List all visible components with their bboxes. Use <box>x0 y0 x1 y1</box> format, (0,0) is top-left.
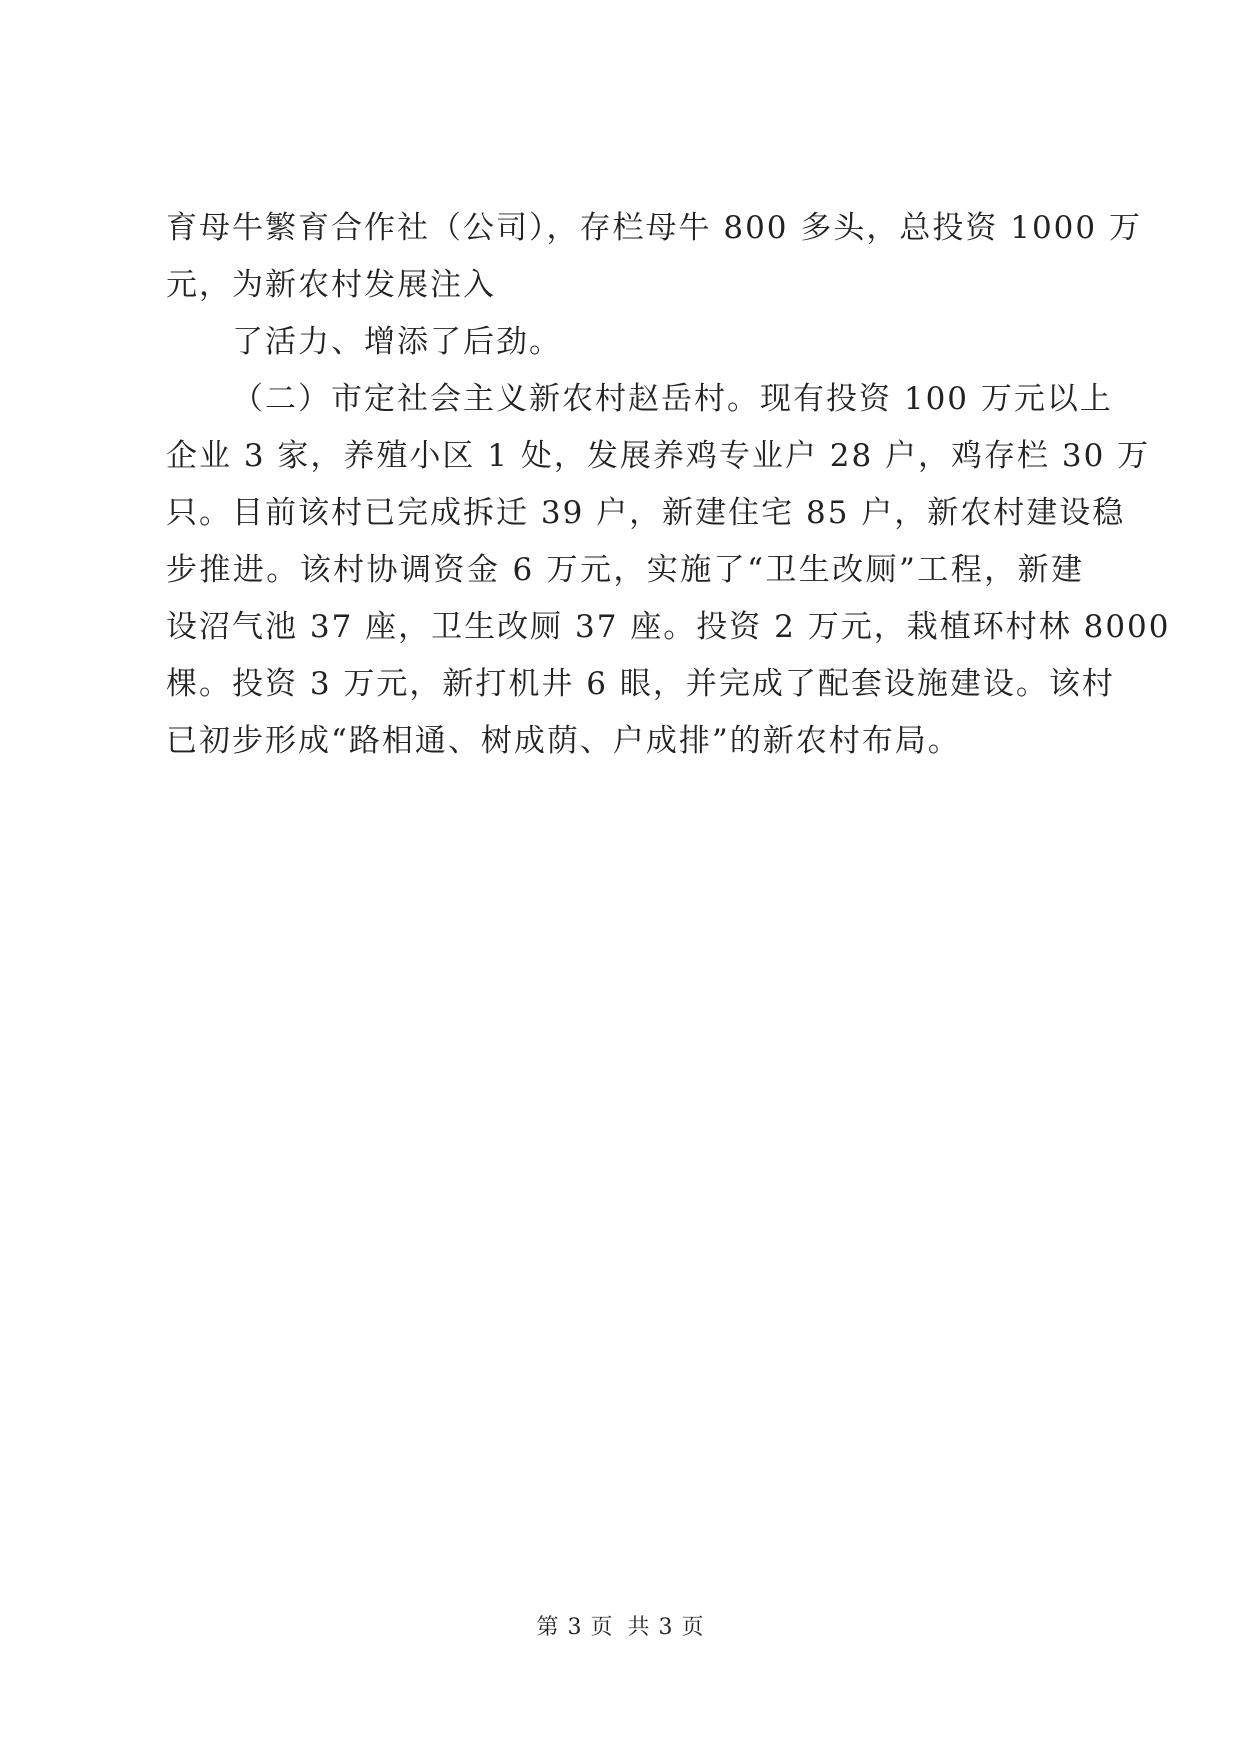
text-line: 育母牛繁育合作社（公司），存栏母牛 800 多头，总投资 1000 万 <box>166 210 1142 246</box>
text-line: 元，为新农村发展注入 <box>166 267 496 303</box>
page-number-current: 第 3 页 <box>536 1615 614 1640</box>
body-text <box>166 200 1171 770</box>
text-line: 设沼气池 37 座，卫生改厕 37 座。投资 2 万元，栽植环村林 8000 <box>166 609 1171 645</box>
text-line: 棵。投资 3 万元，新打机井 6 眼，并完成了配套设施建设。该村 <box>166 666 1115 702</box>
text-line: 企业 3 家，养殖小区 1 处，发展养鸡专业户 28 户，鸡存栏 30 万 <box>166 438 1151 474</box>
text-line: 了活力、增添了后劲。 <box>232 324 562 360</box>
page-number-total: 共 3 页 <box>627 1615 705 1640</box>
page-footer <box>0 1610 1241 1641</box>
text-line: 只。目前该村已完成拆迁 39 户，新建住宅 85 户，新农村建设稳 <box>166 495 1126 531</box>
text-line: （二）市定社会主义新农村赵岳村。现有投资 100 万元以上 <box>232 381 1113 417</box>
text-line: 已初步形成“路相通、树成荫、户成排”的新农村布局。 <box>166 723 961 759</box>
text-line: 步推进。该村协调资金 6 万元，实施了“卫生改厕”工程，新建 <box>166 552 1084 588</box>
